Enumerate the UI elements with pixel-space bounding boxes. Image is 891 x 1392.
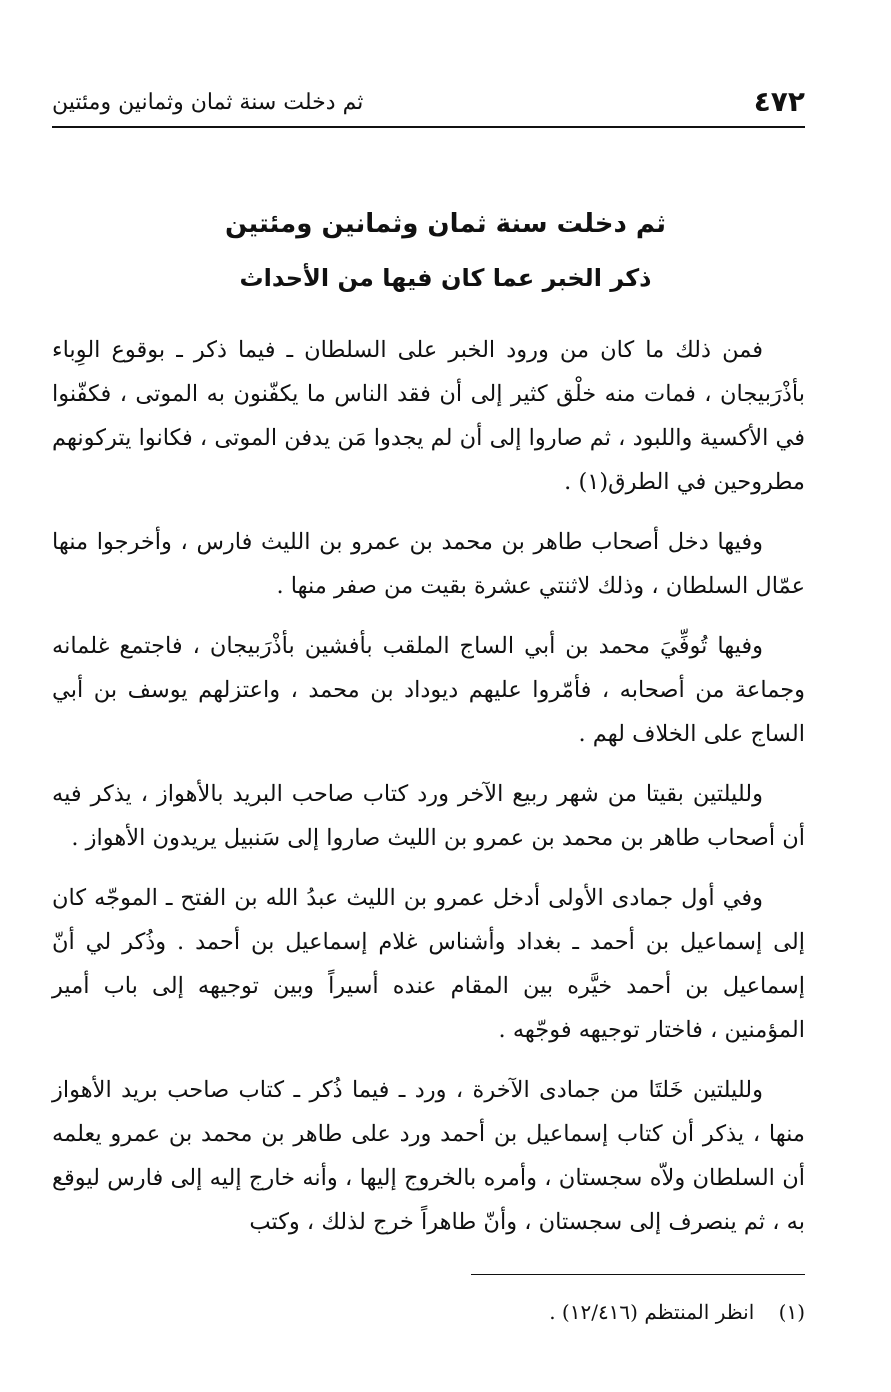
running-title: ثم دخلت سنة ثمان وثمانين ومئتين: [52, 90, 364, 115]
footnote-marker: (١): [778, 1300, 805, 1324]
footnote-text: انظر المنتظم (١٢/٤١٦) .: [549, 1300, 755, 1324]
footnote-divider: [471, 1274, 805, 1275]
paragraph-4: ولليلتين بقيتا من شهر ربيع الآخر ورد كتاب صاحب البريد بالأهواز ، يذكر فيه أن أصحاب طاهر بن محمد بن عمرو بن الليث صاروا إلى سَنبيل يريدون الأهواز .: [52, 781, 805, 851]
page-number: ٤٧٢: [753, 85, 805, 118]
paragraph-2: وفيها دخل أصحاب طاهر بن محمد بن عمرو بن الليث فارس ، وأخرجوا منها عمّال السلطان ، وذلك لاثنتي عشرة بقيت من صفر منها .: [52, 529, 805, 599]
running-header: [52, 84, 805, 128]
paragraph-5: وفي أول جمادى الأولى أدخل عمرو بن الليث عبدُ الله بن الفتح ـ الموجّه كان إلى إسماعيل بن أحمد ـ بغداد وأشناس غلام إسماعيل بن أحمد . وذُكر لي أنّ إسماعيل بن أحمد خيَّره بين المقام عنده أسيراً وبين توجيهه إلى باب أمير المؤمنين ، فاختار توجيهه فوجّهه .: [52, 885, 805, 1043]
chapter-title: ثم دخلت سنة ثمان وثمانين ومئتين: [224, 209, 667, 239]
footnote: [52, 1296, 805, 1328]
chapter-subtitle: ذكر الخبر عما كان فيها من الأحداث: [239, 264, 652, 292]
paragraph-6: ولليلتين خَلتَا من جمادى الآخرة ، ورد ـ فيما ذُكر ـ كتاب صاحب بريد الأهواز منها ، يذكر أن كتاب إسماعيل بن أحمد ورد على طاهر بن محمد بن عمرو يعلمه أن السلطان ولاّه سجستان ، وأمره بالخروج إليها ، وأنه خارج إليه إلى فارس ليوقع به ، ثم ينصرف إلى سجستان ، وأنّ طاهراً خرج لذلك ، وكتب: [52, 1077, 805, 1235]
paragraph-3: وفيها تُوفِّيَ محمد بن أبي الساج الملقب بأفشين بأذْرَبيجان ، فاجتمع غلمانه وجماعة من أصحابه ، فأمّروا عليهم ديوداد بن محمد ، واعتزلهم يوسف بن أبي الساج على الخلاف لهم .: [52, 633, 805, 747]
paragraph-1: فمن ذلك ما كان من ورود الخبر على السلطان ـ فيما ذكر ـ بوقوع الوِباء بأذْرَبيجان ، فمات منه خلْق كثير إلى أن فقد الناس ما يكفّنون به الموتى ، فكفّنوا في الأكسية واللبود ، ثم صاروا إلى أن لم يجدوا مَن يدفن الموتى ، فكانوا يتركونهم مطروحين في الطرق(١) .: [52, 337, 805, 495]
body-text: [52, 328, 805, 1260]
